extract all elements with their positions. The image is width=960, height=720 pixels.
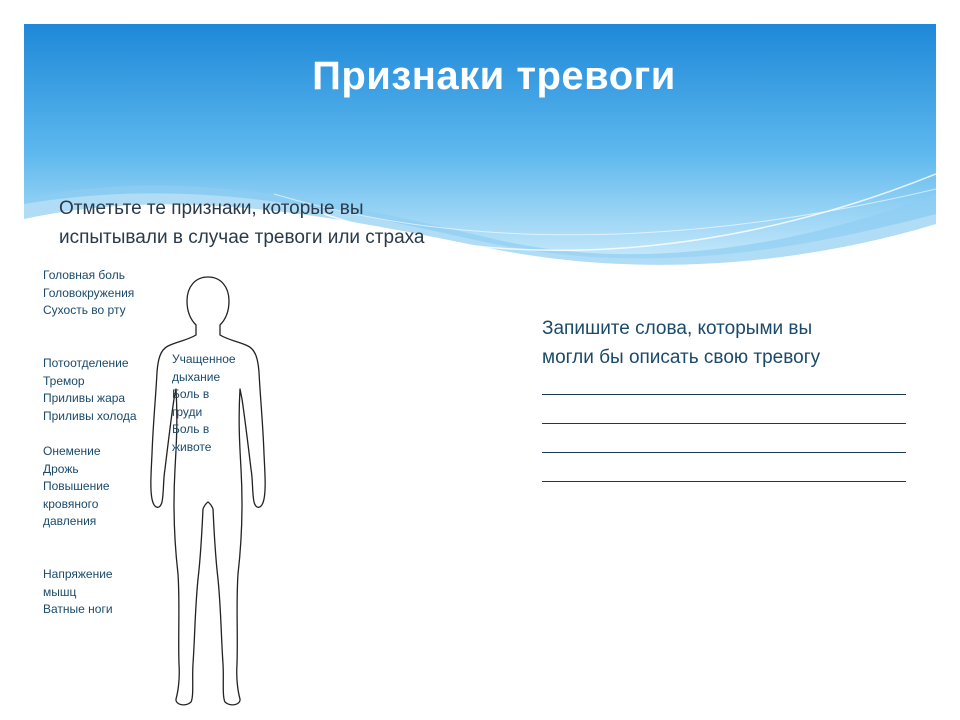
answer-blank-line[interactable] bbox=[542, 372, 922, 401]
symptom-label: Онемение bbox=[43, 444, 101, 458]
instruction-text bbox=[59, 194, 529, 252]
symptom-label: Головная боль bbox=[43, 268, 125, 282]
symptom-group-skin bbox=[43, 355, 137, 425]
answer-blank-line[interactable] bbox=[542, 430, 922, 459]
slide bbox=[24, 24, 936, 720]
symptom-label: Тремор bbox=[43, 373, 85, 388]
symptom-group-head bbox=[43, 267, 134, 320]
symptom-label: кровяного bbox=[43, 496, 99, 511]
symptom-label: Повышение bbox=[43, 479, 110, 493]
write-prompt-line-1: Запишите слова, которыми вы bbox=[542, 318, 813, 339]
symptom-group-chest bbox=[172, 351, 236, 456]
symptom-label: Приливы холода bbox=[43, 408, 137, 423]
symptom-label: Ватные ноги bbox=[43, 602, 113, 616]
symptom-label: Боль в bbox=[172, 387, 210, 401]
symptom-label: мышц bbox=[43, 584, 77, 599]
answer-blank-line[interactable] bbox=[542, 401, 922, 430]
human-body-outline-icon bbox=[148, 274, 268, 714]
symptom-label: животе bbox=[172, 439, 212, 454]
symptom-label: Головокружения bbox=[43, 285, 135, 300]
write-prompt-line-2: могли бы описать свою тревогу bbox=[542, 347, 821, 368]
symptom-label: давления bbox=[43, 514, 97, 528]
symptom-label: Сухость во рту bbox=[43, 303, 126, 317]
symptom-label: Учащенное bbox=[172, 352, 236, 366]
symptom-group-muscles bbox=[43, 566, 113, 619]
symptom-label: Дрожь bbox=[43, 461, 79, 476]
answer-blank-line[interactable] bbox=[542, 459, 922, 488]
instruction-line-2: испытывали в случае тревоги или страха bbox=[59, 227, 425, 248]
instruction-line-1: Отметьте те признаки, которые вы bbox=[59, 198, 364, 219]
symptom-label: Напряжение bbox=[43, 567, 113, 581]
page-title: Признаки тревоги bbox=[312, 54, 676, 98]
symptom-label: Боль в bbox=[172, 422, 210, 436]
symptom-label: Потоотделение bbox=[43, 356, 129, 370]
symptom-label: дыхание bbox=[172, 369, 221, 384]
write-prompt bbox=[542, 314, 922, 488]
blank-answer-lines bbox=[542, 372, 922, 488]
symptom-group-body bbox=[43, 443, 110, 531]
symptom-label: груди bbox=[172, 404, 203, 419]
symptom-label: Приливы жара bbox=[43, 391, 126, 405]
